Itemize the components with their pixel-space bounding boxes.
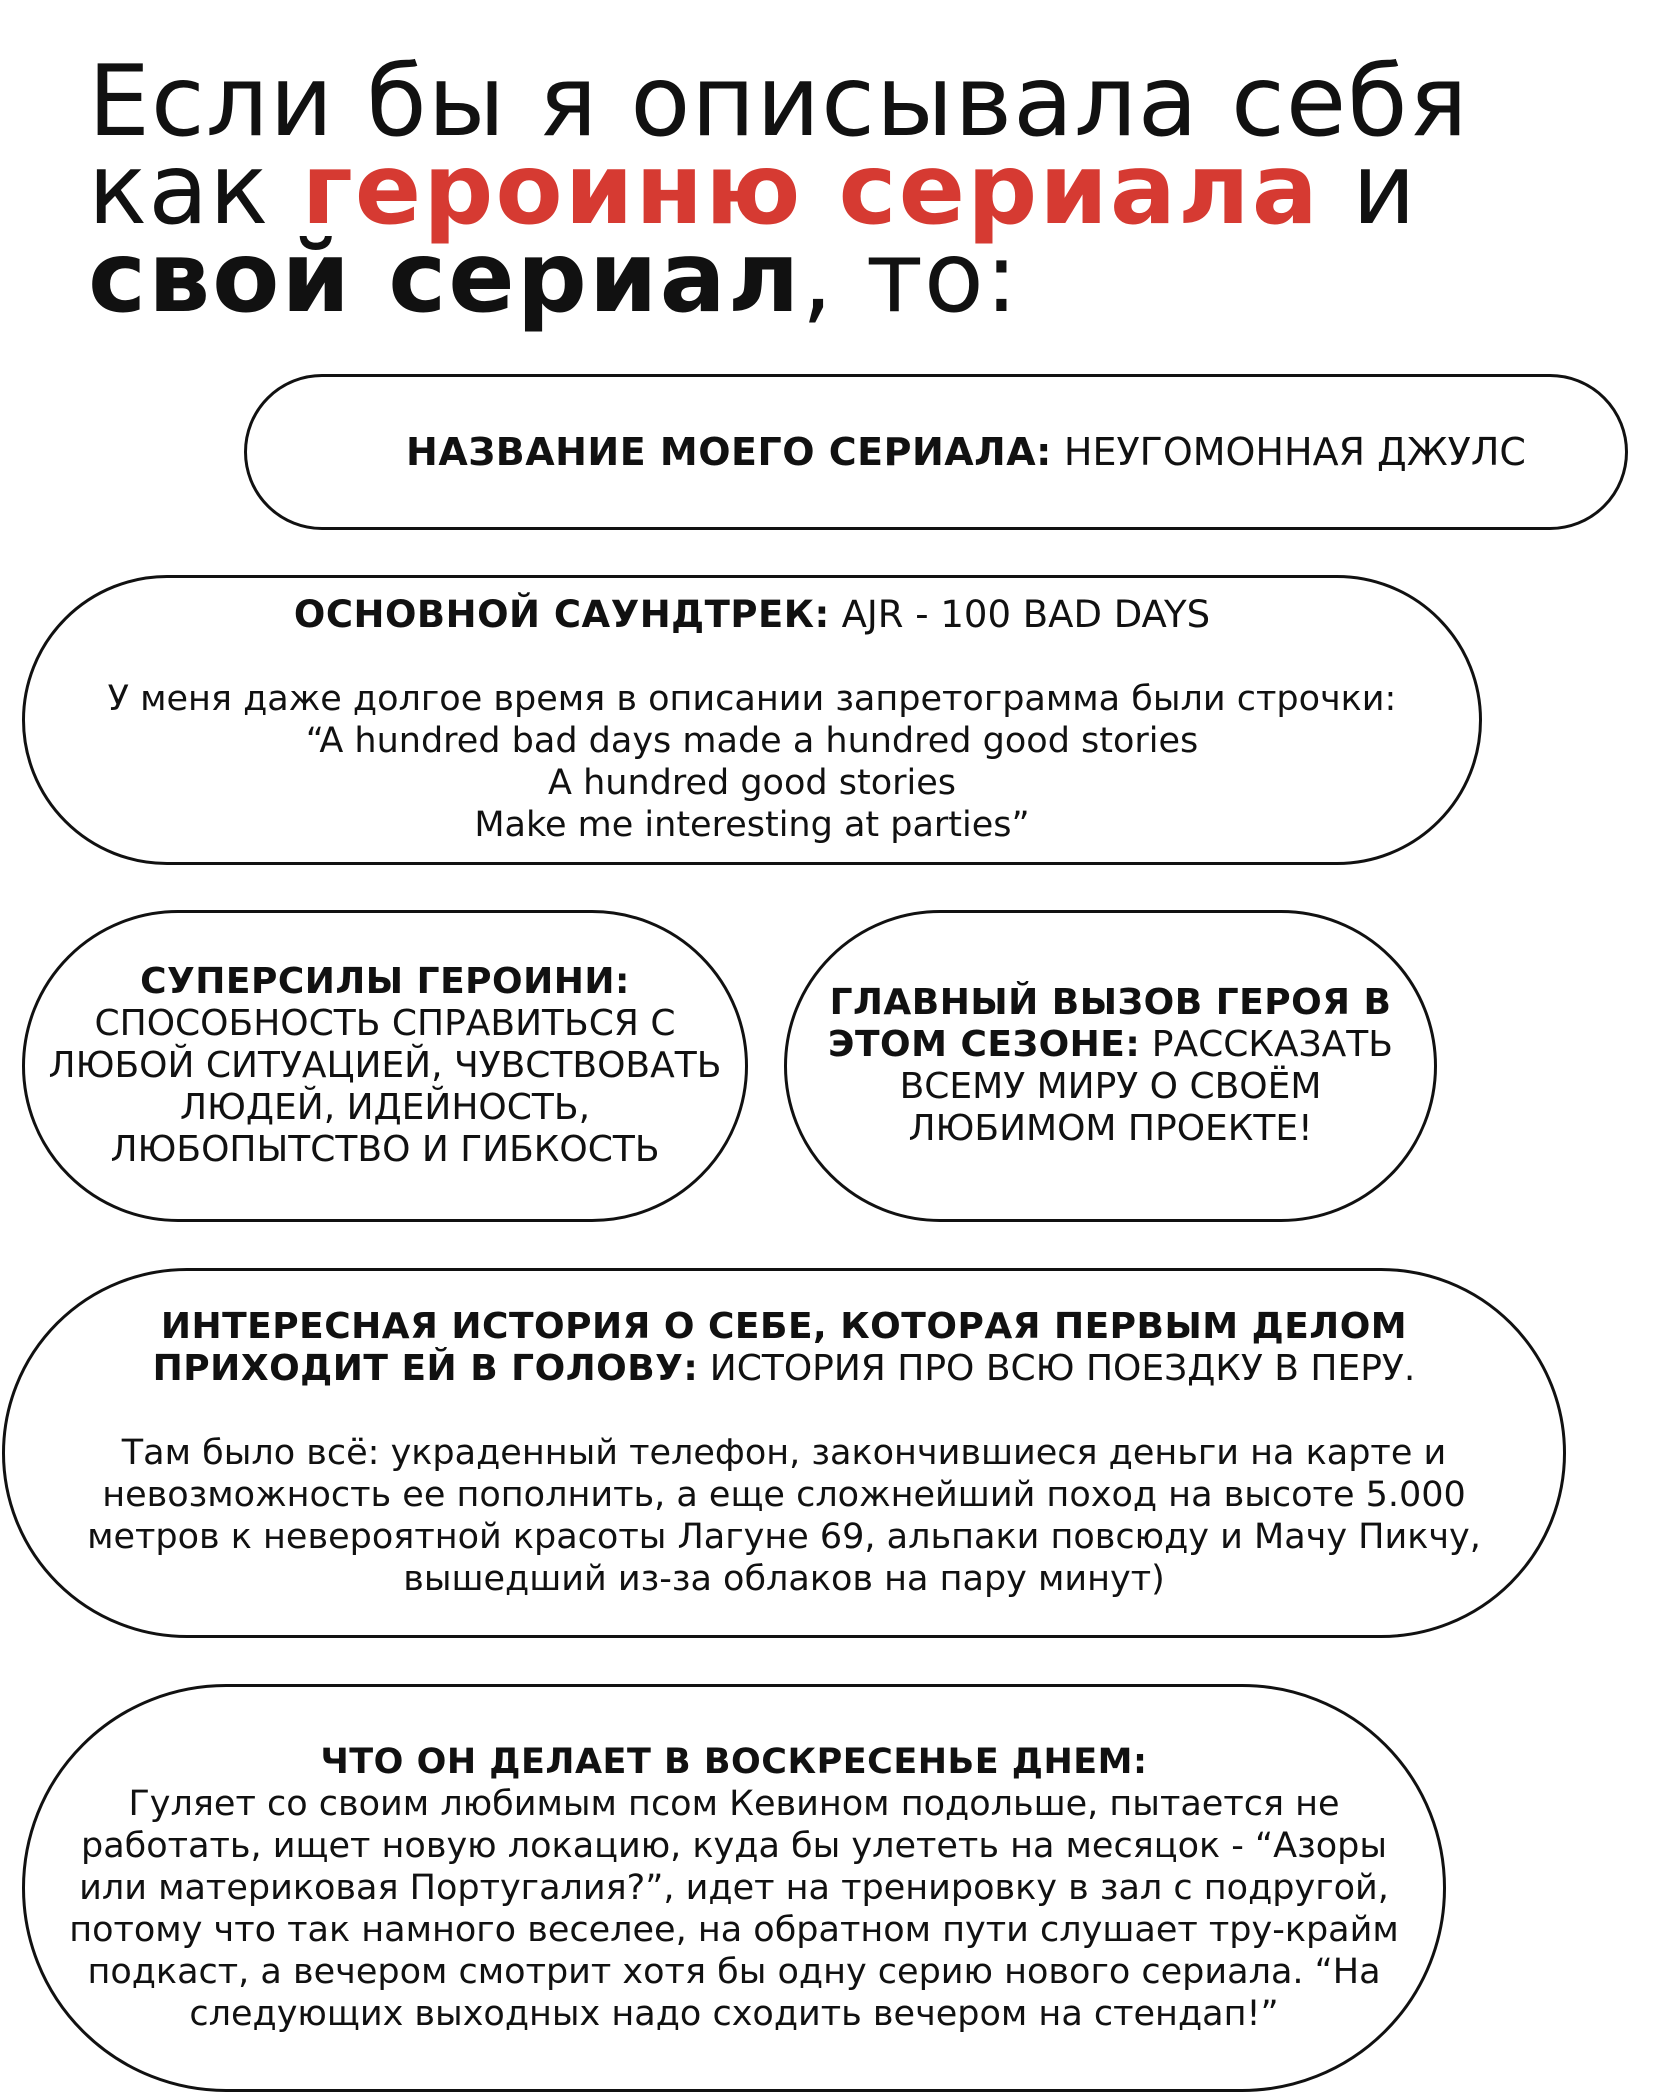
title-line-1: Если бы я описывала себя bbox=[88, 45, 1469, 159]
challenge-line: ВСЕМУ МИРУ О СВОЁМ bbox=[899, 1066, 1322, 1107]
superpowers-line: СПОСОБНОСТЬ СПРАВИТЬСЯ С bbox=[94, 1003, 676, 1044]
superpowers-card bbox=[22, 910, 748, 1222]
sunday-text-line: или материковая Португалия?”, идет на тренировку в зал с подругой, bbox=[79, 1868, 1389, 1908]
story-text-line: невозможность ее пополнить, а еще сложнейший поход на высоте 5.000 bbox=[102, 1475, 1466, 1515]
story-label-end: ПРИХОДИТ ЕЙ В ГОЛОВУ: bbox=[152, 1348, 699, 1389]
challenge-label-line: ГЛАВНЫЙ ВЫЗОВ ГЕРОЯ В bbox=[829, 982, 1392, 1023]
title-line-2-suffix: и bbox=[1319, 133, 1417, 247]
sunday-label: ЧТО ОН ДЕЛАЕТ В ВОСКРЕСЕНЬЕ ДНЕМ: bbox=[320, 1742, 1148, 1782]
sunday-text-line: работать, ищет новую локацию, куда бы улететь на месяцок - “Азоры bbox=[81, 1826, 1387, 1866]
story-text-line: вышедший из-за облаков на пару минут) bbox=[403, 1559, 1165, 1599]
series-name-value: НЕУГОМОННАЯ ДЖУЛС bbox=[1051, 430, 1526, 474]
soundtrack-lyrics-line: A hundred good stories bbox=[548, 763, 956, 803]
sunday-card bbox=[22, 1684, 1446, 2092]
superpowers-line: ЛЮБОЙ СИТУАЦИЕЙ, ЧУВСТВОВАТЬ bbox=[48, 1045, 722, 1086]
story-label-line: ИНТЕРЕСНАЯ ИСТОРИЯ О СЕБЕ, КОТОРАЯ ПЕРВЫМ ДЕЛОМ bbox=[160, 1306, 1408, 1347]
challenge-card bbox=[784, 910, 1437, 1222]
soundtrack-label: ОСНОВНОЙ САУНДТРЕК: bbox=[293, 593, 830, 636]
sunday-text-line: Гуляет со своим любимым псом Кевином подольше, пытается не bbox=[128, 1784, 1340, 1824]
title-accent-text: героиню сериала bbox=[301, 133, 1320, 247]
challenge-label-end: ЭТОМ СЕЗОНЕ: bbox=[828, 1024, 1141, 1065]
story-value: ИСТОРИЯ ПРО ВСЮ ПОЕЗДКУ В ПЕРУ. bbox=[698, 1348, 1416, 1389]
superpowers-label: СУПЕРСИЛЫ ГЕРОИНИ: bbox=[140, 961, 630, 1002]
soundtrack-value: AJR - 100 BAD DAYS bbox=[829, 593, 1211, 636]
sunday-text-line: следующих выходных надо сходить вечером на стендап!” bbox=[189, 1994, 1279, 2034]
soundtrack-text-line: У меня даже долгое время в описании запретограмма были строчки: bbox=[107, 679, 1397, 719]
series-name-card bbox=[244, 374, 1628, 530]
superpowers-line: ЛЮДЕЙ, ИДЕЙНОСТЬ, bbox=[179, 1087, 591, 1128]
series-name-label: НАЗВАНИЕ МОЕГО СЕРИАЛА: bbox=[406, 430, 1052, 474]
challenge-line: ЛЮБИМОМ ПРОЕКТЕ! bbox=[908, 1108, 1313, 1149]
page-title bbox=[88, 45, 1648, 335]
title-bold-text: свой сериал bbox=[88, 221, 802, 335]
story-card bbox=[2, 1268, 1566, 1638]
title-line-3-suffix: , то: bbox=[801, 221, 1019, 335]
challenge-value-start: РАССКАЗАТЬ bbox=[1140, 1024, 1393, 1065]
title-line-2-prefix: как bbox=[88, 133, 302, 247]
story-text-line: метров к невероятной красоты Лагуне 69, альпаки повсюду и Мачу Пикчу, bbox=[87, 1517, 1481, 1557]
title-line-3 bbox=[88, 221, 1648, 335]
sunday-text-line: потому что так намного веселее, на обратном пути слушает тру-крайм bbox=[69, 1910, 1399, 1950]
soundtrack-lyrics-line: “A hundred bad days made a hundred good stories bbox=[305, 721, 1199, 761]
soundtrack-heading bbox=[294, 594, 1210, 636]
challenge-label-row bbox=[828, 1024, 1393, 1066]
story-text-line: Там было всё: украденный телефон, закончившиеся деньги на карте и bbox=[121, 1433, 1447, 1473]
story-label-row bbox=[153, 1348, 1416, 1390]
sunday-text-line: подкаст, а вечером смотрит хотя бы одну серию нового сериала. “На bbox=[87, 1952, 1381, 1992]
story-heading bbox=[153, 1306, 1416, 1390]
series-name-row bbox=[406, 430, 1526, 474]
superpowers-line: ЛЮБОПЫТСТВО И ГИБКОСТЬ bbox=[110, 1129, 660, 1170]
soundtrack-lyrics-line: Make me interesting at parties” bbox=[474, 805, 1030, 845]
soundtrack-card bbox=[22, 575, 1482, 865]
